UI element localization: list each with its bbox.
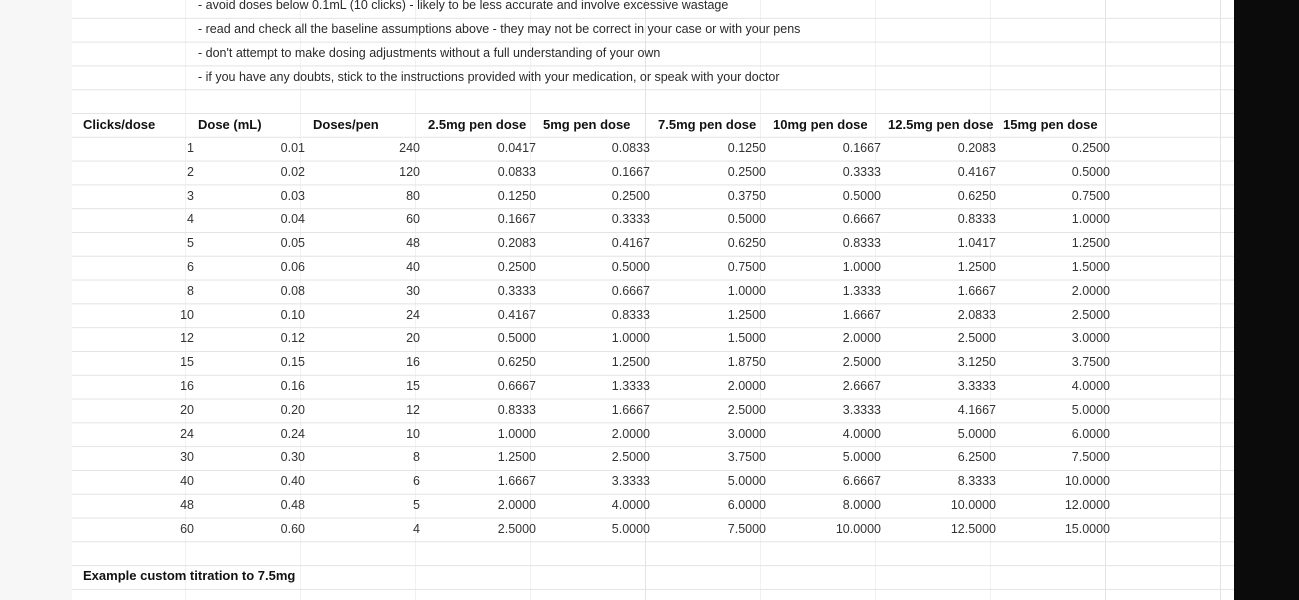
table-cell[interactable]: 0.15 bbox=[280, 355, 305, 370]
table-cell[interactable]: 3.0000 bbox=[1071, 331, 1110, 346]
table-cell[interactable]: 1.0000 bbox=[497, 426, 536, 441]
table-cell[interactable]: 1.0417 bbox=[957, 236, 996, 251]
table-cell[interactable]: 6 bbox=[413, 474, 420, 489]
table-cell[interactable]: 6 bbox=[187, 260, 194, 274]
table-cell[interactable]: 15 bbox=[406, 379, 420, 393]
note-line: - avoid doses below 0.1mL (10 clicks) - likely to be less accurate and involve excessive wastage bbox=[198, 0, 729, 12]
table-cell[interactable]: 1.5000 bbox=[1071, 260, 1110, 274]
table-cell[interactable]: 1.0000 bbox=[842, 260, 881, 274]
table-cell[interactable]: 3 bbox=[187, 188, 194, 203]
header-7-5mg: 7.5mg pen dose bbox=[658, 117, 757, 132]
table-cell[interactable]: 10 bbox=[406, 426, 420, 441]
table-cell[interactable]: 2.0000 bbox=[497, 498, 536, 512]
table-cell[interactable]: 0.06 bbox=[280, 260, 305, 274]
table-cell[interactable]: 30 bbox=[180, 450, 194, 465]
header-2-5mg: 2.5mg pen dose bbox=[428, 117, 527, 132]
table-cell[interactable]: 20 bbox=[406, 331, 420, 346]
table-cell[interactable]: 0.2500 bbox=[727, 164, 766, 179]
table-cell[interactable]: 12.5000 bbox=[950, 521, 996, 536]
table-cell[interactable]: 0.2500 bbox=[497, 260, 536, 274]
table-cell[interactable]: 1.2500 bbox=[727, 307, 766, 322]
table-cell[interactable]: 0.08 bbox=[280, 283, 305, 298]
table-cell[interactable]: 2 bbox=[187, 164, 194, 179]
table-cell[interactable]: 24 bbox=[180, 426, 194, 441]
table-cell[interactable]: 4 bbox=[413, 521, 420, 536]
table-cell[interactable]: 4.0000 bbox=[842, 426, 881, 441]
table-cell[interactable]: 16 bbox=[180, 379, 194, 393]
table-cell[interactable]: 5.0000 bbox=[727, 474, 766, 489]
table-cell[interactable]: 0.5000 bbox=[727, 212, 766, 227]
table-cell[interactable]: 1.6667 bbox=[957, 283, 996, 298]
table-cell[interactable]: 1.2500 bbox=[957, 260, 996, 274]
table-cell[interactable]: 0.10 bbox=[280, 307, 305, 322]
table-cell[interactable]: 0.2500 bbox=[1071, 141, 1110, 155]
table-cell[interactable]: 0.24 bbox=[280, 426, 305, 441]
table-cell[interactable]: 2.0833 bbox=[957, 307, 996, 322]
table-cell[interactable]: 0.3333 bbox=[497, 283, 536, 298]
table-cell[interactable]: 0.30 bbox=[280, 450, 305, 465]
header-10mg: 10mg pen dose bbox=[773, 117, 868, 132]
table-cell[interactable]: 1.8750 bbox=[727, 355, 766, 370]
table-cell[interactable]: 6.0000 bbox=[1071, 426, 1110, 441]
table-cell[interactable]: 12 bbox=[180, 331, 194, 346]
table-cell[interactable]: 0.16 bbox=[280, 379, 305, 393]
table-cell[interactable]: 0.4167 bbox=[497, 307, 536, 322]
table-cell[interactable]: 6.0000 bbox=[727, 498, 766, 512]
table-cell[interactable]: 4.1667 bbox=[957, 402, 996, 417]
table-cell[interactable]: 0.5000 bbox=[611, 260, 650, 274]
table-cell[interactable]: 0.12 bbox=[280, 331, 305, 346]
note-line: - don't attempt to make dosing adjustments without a full understanding of your own bbox=[198, 46, 661, 60]
table-cell[interactable]: 1.2500 bbox=[611, 355, 650, 370]
table-cell[interactable]: 0.5000 bbox=[842, 188, 881, 203]
table-cell[interactable]: 0.04 bbox=[280, 212, 305, 227]
table-cell[interactable]: 3.7500 bbox=[727, 450, 766, 465]
table-cell[interactable]: 7.5000 bbox=[1071, 450, 1110, 465]
table-cell[interactable]: 16 bbox=[406, 355, 420, 370]
note-line: - if you have any doubts, stick to the instructions provided with your medication, or speak with your doctor bbox=[198, 70, 780, 84]
table-cell[interactable]: 4.0000 bbox=[611, 498, 650, 512]
table-cell[interactable]: 1.0000 bbox=[1071, 212, 1110, 227]
table-cell[interactable]: 0.6667 bbox=[842, 212, 881, 227]
table-cell[interactable]: 2.0000 bbox=[842, 331, 881, 346]
header-5mg: 5mg pen dose bbox=[543, 117, 631, 132]
table-cell[interactable]: 60 bbox=[406, 212, 420, 227]
table-cell[interactable]: 0.8333 bbox=[957, 212, 996, 227]
table-cell[interactable]: 0.0417 bbox=[497, 141, 536, 155]
table-cell[interactable]: 1.3333 bbox=[611, 379, 650, 393]
table-cell[interactable]: 0.6667 bbox=[497, 379, 536, 393]
table-cell[interactable]: 1.0000 bbox=[727, 283, 766, 298]
table-cell[interactable]: 1.6667 bbox=[842, 307, 881, 322]
table-cell[interactable]: 0.5000 bbox=[497, 331, 536, 346]
table-cell[interactable]: 2.5000 bbox=[497, 521, 536, 536]
table-cell[interactable]: 0.1667 bbox=[497, 212, 536, 227]
table-cell[interactable]: 0.2500 bbox=[611, 188, 650, 203]
table-cell[interactable]: 0.4167 bbox=[957, 164, 996, 179]
table-cell[interactable]: 0.03 bbox=[280, 188, 305, 203]
table-cell[interactable]: 0.1667 bbox=[611, 164, 650, 179]
spreadsheet[interactable] bbox=[72, 0, 1234, 600]
table-cell[interactable]: 5.0000 bbox=[957, 426, 996, 441]
table-cell[interactable]: 1.6667 bbox=[497, 474, 536, 489]
header-15mg: 15mg pen dose bbox=[1003, 117, 1098, 132]
table-cell[interactable]: 8 bbox=[187, 283, 194, 298]
table-cell[interactable]: 0.6250 bbox=[727, 236, 766, 251]
table-cell[interactable]: 0.05 bbox=[280, 236, 305, 251]
table-cell[interactable]: 0.8333 bbox=[611, 307, 650, 322]
table-cell[interactable]: 2.0000 bbox=[727, 379, 766, 393]
table-cell[interactable]: 0.60 bbox=[280, 521, 305, 536]
table-cell[interactable]: 0.6250 bbox=[497, 355, 536, 370]
table-cell[interactable]: 0.2083 bbox=[497, 236, 536, 251]
table-cell[interactable]: 15.0000 bbox=[1064, 521, 1110, 536]
table-cell[interactable]: 0.1250 bbox=[497, 188, 536, 203]
table-cell[interactable]: 2.0000 bbox=[1071, 283, 1110, 298]
table-cell[interactable]: 0.3750 bbox=[727, 188, 766, 203]
header-12-5mg: 12.5mg pen dose bbox=[888, 117, 994, 132]
table-cell[interactable]: 2.5000 bbox=[842, 355, 881, 370]
table-cell[interactable]: 5.0000 bbox=[1071, 402, 1110, 417]
table-cell[interactable]: 0.0833 bbox=[611, 141, 650, 155]
table-cell[interactable]: 6.2500 bbox=[957, 450, 996, 465]
table-cell[interactable]: 10.0000 bbox=[950, 498, 996, 512]
table-cell[interactable]: 0.6667 bbox=[611, 283, 650, 298]
table-cell[interactable]: 1.5000 bbox=[727, 331, 766, 346]
table-cell[interactable]: 1.0000 bbox=[611, 331, 650, 346]
table-cell[interactable]: 0.8333 bbox=[842, 236, 881, 251]
table-cell[interactable]: 3.3333 bbox=[957, 379, 996, 393]
table-cell[interactable]: 0.01 bbox=[280, 141, 305, 155]
table-cell[interactable]: 20 bbox=[180, 402, 194, 417]
table-cell[interactable]: 2.6667 bbox=[842, 379, 881, 393]
right-margin bbox=[1234, 0, 1299, 600]
table-cell[interactable]: 1.2500 bbox=[497, 450, 536, 465]
table-cell[interactable]: 12.0000 bbox=[1064, 498, 1110, 512]
table-cell[interactable]: 4 bbox=[187, 212, 194, 227]
table-cell[interactable]: 0.20 bbox=[280, 402, 305, 417]
table-cell[interactable]: 7.5000 bbox=[727, 521, 766, 536]
table-cell[interactable]: 15 bbox=[180, 355, 194, 370]
table-cell[interactable]: 1.3333 bbox=[842, 283, 881, 298]
left-margin bbox=[0, 0, 72, 600]
header-doses-pen: Doses/pen bbox=[313, 117, 379, 132]
table-cell[interactable]: 0.7500 bbox=[1071, 188, 1110, 203]
table-cell[interactable]: 0.3333 bbox=[611, 212, 650, 227]
header-dose-ml: Dose (mL) bbox=[198, 117, 262, 132]
table-cell[interactable]: 0.1667 bbox=[842, 141, 881, 155]
table-cell[interactable]: 8.0000 bbox=[842, 498, 881, 512]
table-cell[interactable]: 5.0000 bbox=[611, 521, 650, 536]
table-cell[interactable]: 40 bbox=[406, 260, 420, 274]
table-cell[interactable]: 0.0833 bbox=[497, 164, 536, 179]
table-cell[interactable]: 0.1250 bbox=[727, 141, 766, 155]
table-cell[interactable]: 24 bbox=[406, 307, 420, 322]
table-cell[interactable]: 8.3333 bbox=[957, 474, 996, 489]
table-cell[interactable]: 48 bbox=[406, 236, 420, 251]
table-cell[interactable]: 12 bbox=[406, 402, 420, 417]
table-cell[interactable]: 2.5000 bbox=[727, 402, 766, 417]
table-cell[interactable]: 0.5000 bbox=[1071, 164, 1110, 179]
section-title: Example custom titration to 7.5mg bbox=[83, 568, 296, 583]
table-cell[interactable]: 8 bbox=[413, 450, 420, 465]
table-cell[interactable]: 0.4167 bbox=[611, 236, 650, 251]
table-cell[interactable]: 40 bbox=[180, 474, 194, 489]
table-cell[interactable]: 5 bbox=[187, 236, 194, 251]
table-cell[interactable]: 3.3333 bbox=[842, 402, 881, 417]
table-cell[interactable]: 0.2083 bbox=[957, 141, 996, 155]
table-cell[interactable]: 1 bbox=[187, 141, 194, 155]
table-cell[interactable]: 0.6250 bbox=[957, 188, 996, 203]
table-cell[interactable]: 0.7500 bbox=[727, 260, 766, 274]
table-cell[interactable]: 3.1250 bbox=[957, 355, 996, 370]
table-cell[interactable]: 2.5000 bbox=[1071, 307, 1110, 322]
table-cell[interactable]: 2.0000 bbox=[611, 426, 650, 441]
table-cell[interactable]: 0.40 bbox=[280, 474, 305, 489]
table-cell[interactable]: 2.5000 bbox=[611, 450, 650, 465]
table-cell[interactable]: 30 bbox=[406, 283, 420, 298]
table-cell[interactable]: 10 bbox=[180, 307, 194, 322]
table-cell[interactable]: 3.0000 bbox=[727, 426, 766, 441]
table-cell[interactable]: 0.02 bbox=[280, 164, 305, 179]
table-cell[interactable]: 80 bbox=[406, 188, 420, 203]
table-cell[interactable]: 10.0000 bbox=[1064, 474, 1110, 489]
table-cell[interactable]: 60 bbox=[180, 521, 194, 536]
table-cell[interactable]: 3.3333 bbox=[611, 474, 650, 489]
note-line: - read and check all the baseline assumptions above - they may not be correct in your case or with your pens bbox=[198, 22, 801, 36]
table-cell[interactable]: 0.3333 bbox=[842, 164, 881, 179]
table-cell[interactable]: 10.0000 bbox=[835, 521, 881, 536]
table-cell[interactable]: 120 bbox=[399, 164, 420, 179]
table-cell[interactable]: 6.6667 bbox=[842, 474, 881, 489]
table-cell[interactable]: 3.7500 bbox=[1071, 355, 1110, 370]
table-cell[interactable]: 1.6667 bbox=[611, 402, 650, 417]
table-cell[interactable]: 0.48 bbox=[280, 498, 305, 512]
table-cell[interactable]: 0.8333 bbox=[497, 402, 536, 417]
table-cell[interactable]: 48 bbox=[180, 498, 194, 512]
table-cell[interactable]: 2.5000 bbox=[957, 331, 996, 346]
table-cell[interactable]: 5 bbox=[413, 498, 420, 512]
table-cell[interactable]: 5.0000 bbox=[842, 450, 881, 465]
table-cell[interactable]: 1.2500 bbox=[1071, 236, 1110, 251]
header-clicks-dose: Clicks/dose bbox=[83, 117, 156, 132]
table-cell[interactable]: 240 bbox=[399, 141, 420, 155]
table-cell[interactable]: 4.0000 bbox=[1071, 379, 1110, 393]
